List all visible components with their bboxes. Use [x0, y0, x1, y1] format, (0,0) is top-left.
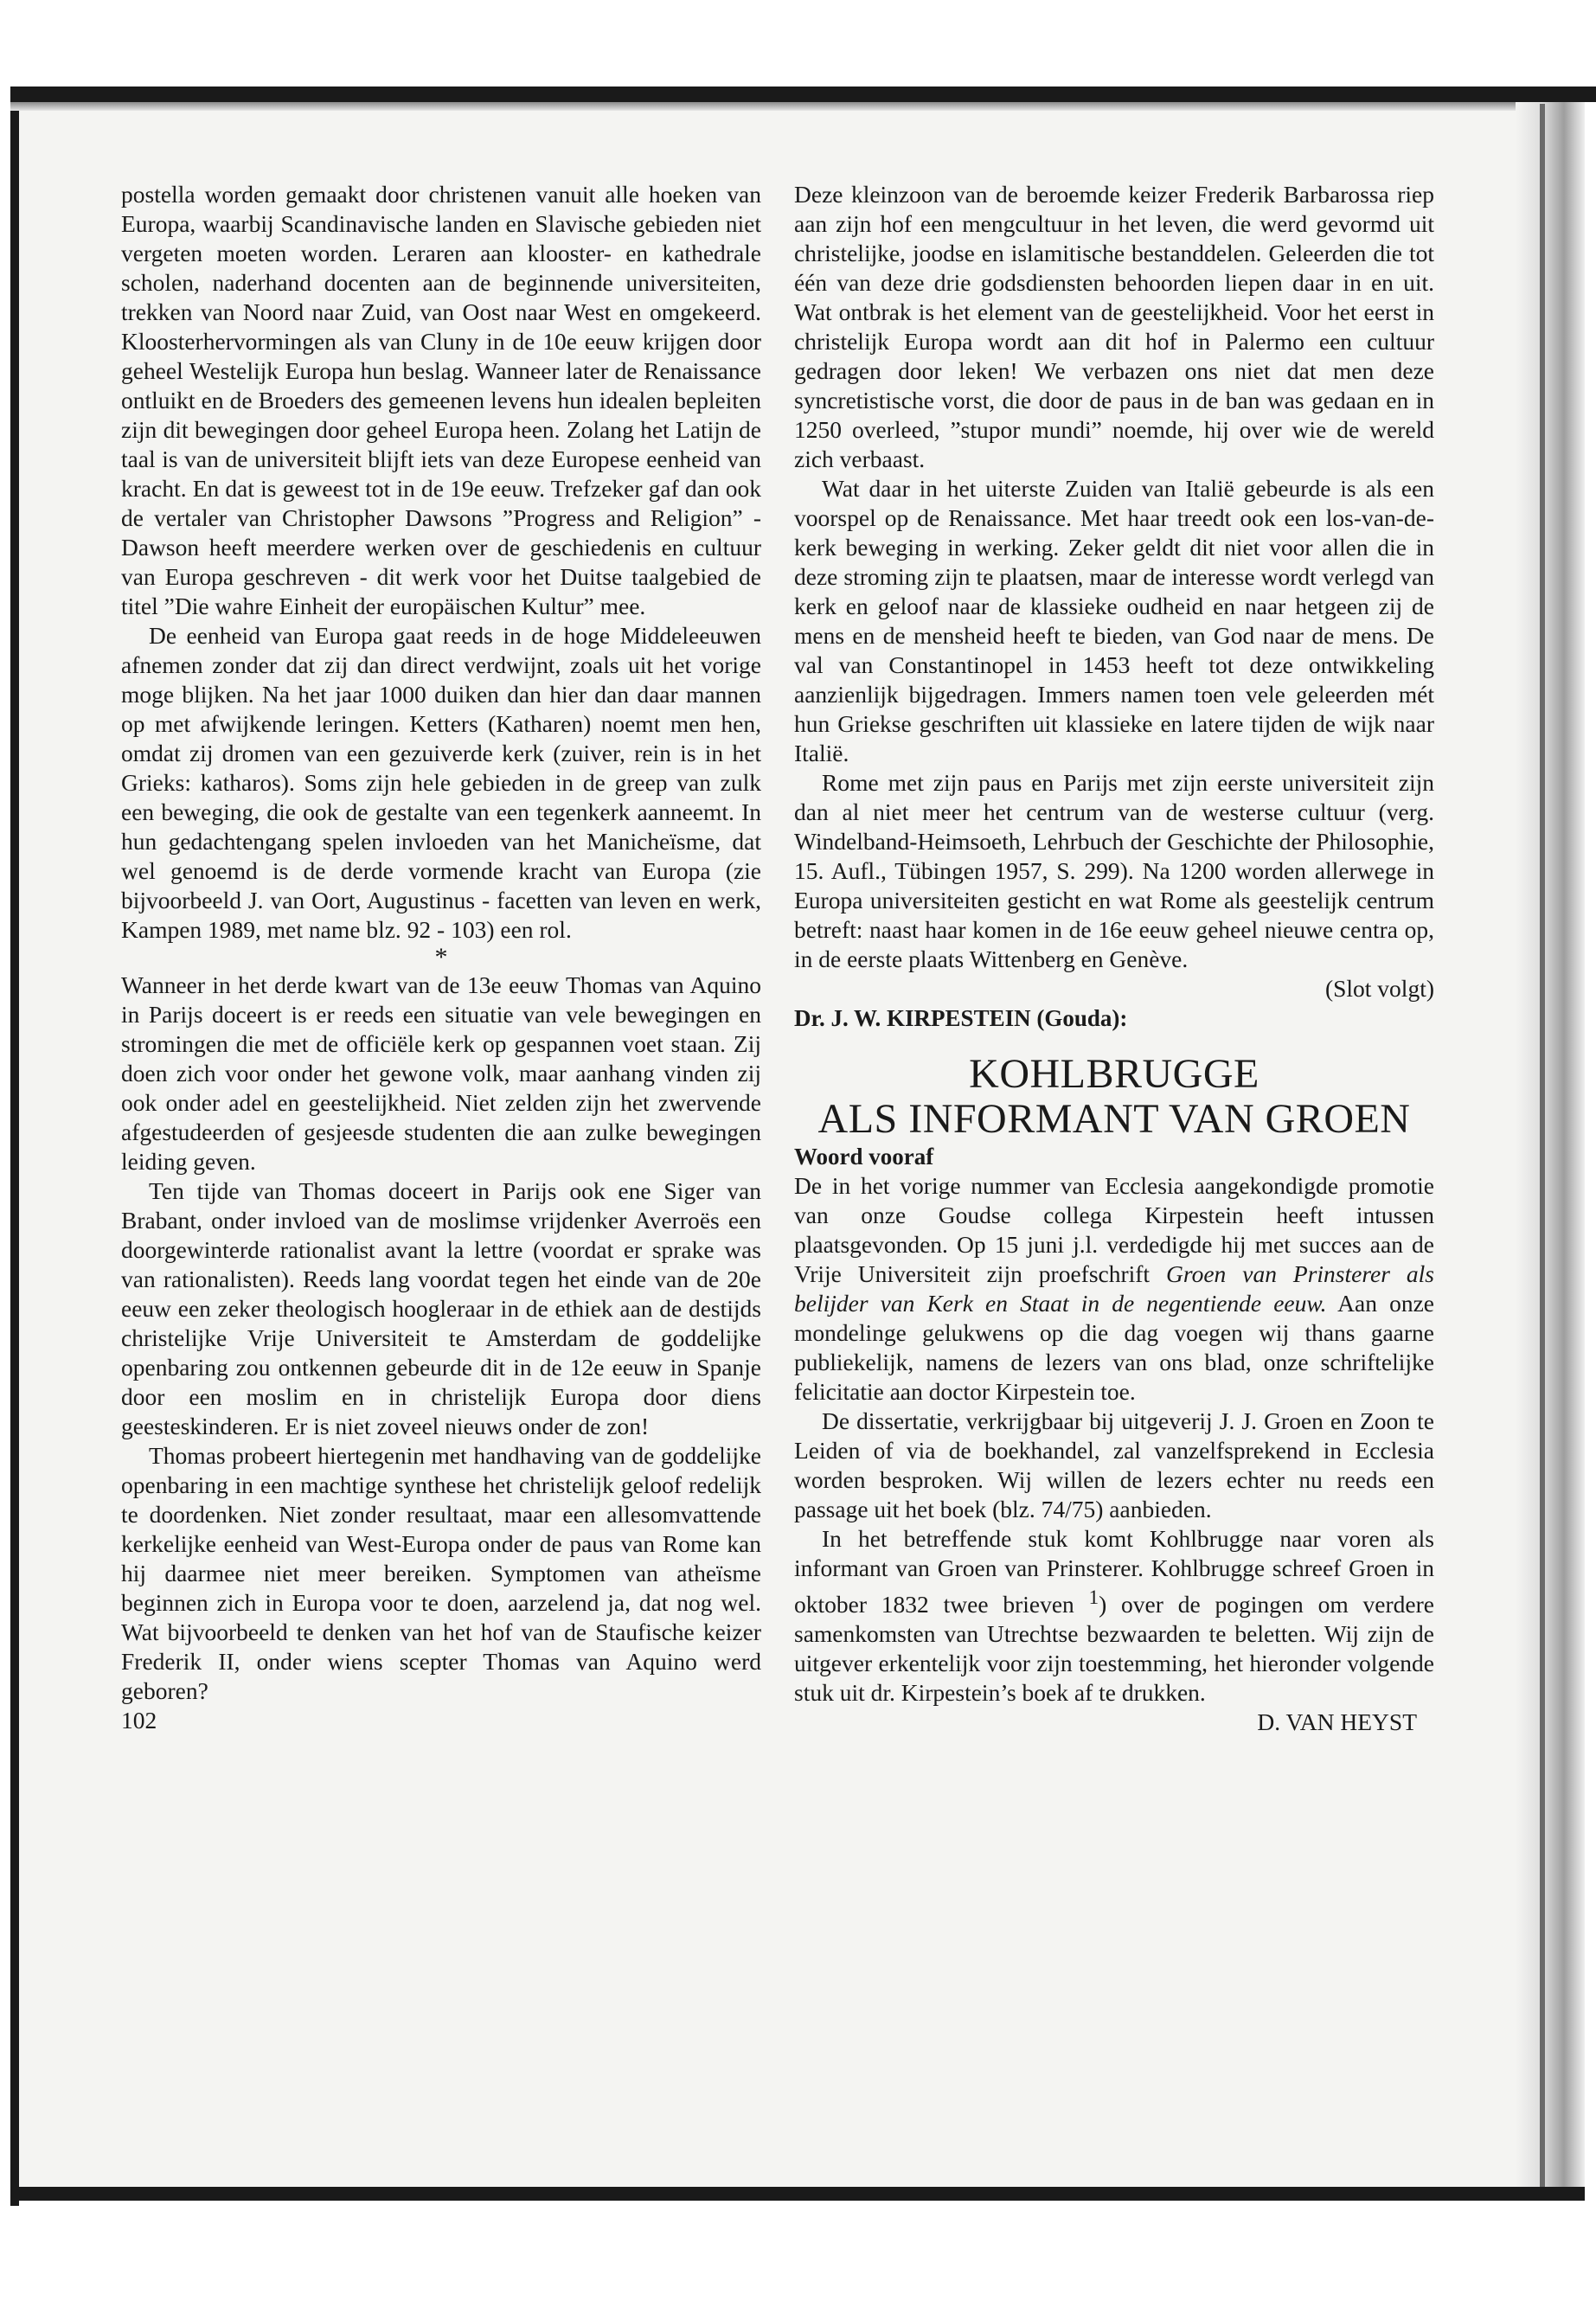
editor-signature: D. VAN HEYST	[1257, 1708, 1417, 1736]
right-paragraph-4: De dissertatie, verkrijgbaar bij uitgeverij J. J. Groen en Zoon te Leiden of via de boekhandel, zal vanzelfsprekend in Ecclesia worden besproken. Wij willen de lezers echter nu reeds een passage uit het boek (blz. 74/75) aanbieden.	[794, 1407, 1434, 1522]
spine-shadow	[1540, 104, 1545, 2189]
article-title-line-1: KOHLBRUGGE	[969, 1051, 1259, 1097]
left-paragraph-4: Ten tijde van Thomas doceert in Parijs ook ene Siger van Brabant, onder invloed van de moslimse vrijdenker Averroës een doorgewinterde rationalist avant la lettre (voordat er sprake was van rationalisten). Reeds lang voordat tegen het einde van de 20e eeuw een zeker theologisch hoogleraar in de ethiek aan de destijds christelijke Vrije Universiteit te Amsterdam de goddelijke openbaring zou ontkennen gebeurde dit in de 12e eeuw in Spanje door een moslim en in christelijk Europa door diens geesteskinderen. Er is niet zoveel nieuws onder de zon!	[121, 1177, 761, 1439]
intro-text-start: De in het vorige nummer van Ecclesia aangekondigde promotie van onze Goudse collega Kirpestein heeft intussen plaatsgevonden. Op 15 juni j.l. verdedigde hij met succes aan de Vrije Universiteit zijn proefschrift	[794, 1172, 1434, 1287]
right-column	[794, 180, 1434, 1737]
page-number: 102	[121, 1707, 157, 1734]
left-paragraph-2: De eenheid van Europa gaat reeds in de hoge Middeleeuwen afnemen zonder dat zij dan direct verdwijnt, zoals uit het vorige moge blijken. Na het jaar 1000 duiken dan hier dan daar mannen op met afwijkende leringen. Ketters (Katharen) noemt men hen, omdat zij dromen van een gezuiverde kerk (zuiver, rein is in het Grieks: katharos). Soms zijn hele gebieden in de greep van zulk een beweging, die ook de gestalte van een tegenkerk aanneemt. In hun gedachtengang spelen invloeden van het Manicheïsme, dat wel genoemd is de derde vormende kracht van Europa (zie bijvoorbeeld J. van Oort, Augustinus - facetten van leven en werk, Kampen 1989, met name blz. 92 - 103) een rol.	[121, 622, 761, 943]
left-paragraph-3: Wanneer in het derde kwart van de 13e eeuw Thomas van Aquino in Parijs doceert is er reeds een situatie van vele bewegingen en stromingen die met de officiële kerk op gespannen voet staan. Zij doen zich voor onder het gewone volk, maar aanhang vinden zij ook onder adel en geestelijkheid. Niet zelden zijn het zwervende afgestudeerden of gesjeesde studenten die aan zulke bewegingen leiding geven.	[121, 971, 761, 1175]
intro-text-end: Aan onze mondelinge gelukwens op die dag voegen wij thans gaarne publiekelijk, namens de lezers van ons blad, onze schriftelijke felicitatie aan doctor Kirpestein toe.	[794, 1290, 1434, 1405]
intro-paragraph	[794, 1171, 1434, 1407]
scan-bottom-edge	[10, 2187, 1585, 2201]
footnote-reference: 1	[1088, 1586, 1099, 1608]
right-paragraph-3: Rome met zijn paus en Parijs met zijn eerste universiteit zijn dan al niet meer het centrum van de westerse cultuur (verg. Windelband-Heimsoeth, Lehrbuch der Geschichte der Philosophie, 15. Aufl., Tübingen 1957, S. 299). Na 1200 worden allerwege in Europa universiteiten gesticht en wat Rome als geestelijk centrum betreft: naast haar komen in de 16e eeuw geheel nieuwe centra op, in de eerste plaats Wittenberg en Genève.	[794, 769, 1434, 972]
article-author: Dr. J. W. KIRPESTEIN (Gouda):	[794, 1005, 1128, 1031]
paragraph-text-start: In het betreffende stuk komt Kohlbrugge naar voren als informant van Groen van Prinsterer. Kohlbrugge schreef Groen in oktober 1832 twee brieven	[794, 1525, 1434, 1618]
to-be-continued: (Slot volgt)	[1324, 975, 1434, 1002]
scan-left-edge	[10, 87, 19, 2206]
left-paragraph-5: Thomas probeert hiertegenin met handhaving van de goddelijke openbaring in een machtige synthese het christelijk geloof redelijk te doordenken. Niet zonder resultaat, maar een allesomvattende kerkelijke eenheid van West-Europa onder de paus van Rome kan hij daarmee niet meer bereiken. Symptomen van atheïsme beginnen zich in Europa voor te doen, aarzelend ja, dat nog wel. Wat bijvoorbeeld te denken van het hof van de Staufische keizer Frederik II, onder wiens scepter Thomas van Aquino werd geboren?	[121, 1442, 761, 1704]
right-paragraph-5	[794, 1524, 1434, 1708]
left-paragraph-1: postella worden gemaakt door christenen vanuit alle hoeken van Europa, waarbij Scandinavische landen en Slavische gebieden niet vergeten moeten worden. Leraren aan klooster- en kathedrale scholen, naderhand docenten aan de beginnende universiteiten, trekken van Noord naar Zuid, van Oost naar West en omgekeerd. Kloosterhervormingen als van Cluny in de 10e eeuw krijgen door geheel Westelijk Europa hun beslag. Wanneer later de Renaissance ontluikt en de Broeders des gemeenen levens hun idealen bepleiten zijn dit bewegingen door geheel Europa heen. Zolang het Latijn de taal is van de universiteit blijft iets van deze Europese eenheid van kracht. En dat is geweest tot in de 19e eeuw. Trefzeker gaf dan ook de vertaler van Christopher Dawsons ”Progress and Religion” - Dawson heeft meerdere werken over de geschiedenis en cultuur van Europa geschreven - dit werk voor het Duitse taalgebied de titel ”Die wahre Einheit der europäischen Kultur” mee.	[121, 181, 761, 619]
dissertation-title: Groen van Prinsterer als belijder van Kerk en Staat in de negentiende eeuw.	[794, 1260, 1434, 1317]
article-title	[794, 1052, 1434, 1142]
article-title-line-2: ALS INFORMANT VAN GROEN	[817, 1096, 1411, 1142]
left-column	[121, 180, 761, 1735]
paragraph-text-end: ) over de pogingen om verdere samenkomsten van Utrechtse bezwaarden te beletten. Wij zijn de uitgever erkentelijk voor zijn toestemming, het hieronder volgende stuk uit dr. Kirpestein’s boek af te drukken.	[794, 1591, 1434, 1707]
section-separator: *	[434, 943, 448, 971]
scan-top-shadow	[10, 102, 1567, 111]
scan-top-edge	[10, 87, 1596, 102]
section-subheading: Woord vooraf	[794, 1144, 934, 1170]
book-spine	[1516, 102, 1585, 2187]
right-paragraph-2: Wat daar in het uiterste Zuiden van Italië gebeurde is als een voorspel op de Renaissance. Met haar treedt ook een los-van-de-kerk beweging in werking. Zeker geldt dit niet voor allen die in deze stroming zijn te plaatsen, maar de interesse wordt verlegd van kerk en geloof naar de klassieke oudheid en naar hetgeen zij de mens en de mensheid heeft te bieden, van God naar de mens. De val van Constantinopel in 1453 heeft tot deze ontwikkeling aanzienlijk bijgedragen. Immers namen toen vele geleerden mét hun Griekse geschriften uit klassieke en latere tijden de wijk naar Italië.	[794, 475, 1434, 766]
right-paragraph-1: Deze kleinzoon van de beroemde keizer Frederik Barbarossa riep aan zijn hof een mengcultuur in het leven, die werd gevormd uit christelijke, joodse en islamitische bestanddelen. Geleerden die tot één van deze drie godsdiensten behoorden liepen daar in en uit. Wat ontbrak is het element van de geestelijkheid. Voor het eerst in christelijk Europa wordt aan dit hof in Palermo een cultuur gedragen door leken! We verbazen ons niet dat men deze syncretistische vorst, die door de paus in de ban was gedaan en in 1250 overleed, ”stupor mundi” noemde, hij over wie de wereld zich verbaast.	[794, 181, 1434, 472]
